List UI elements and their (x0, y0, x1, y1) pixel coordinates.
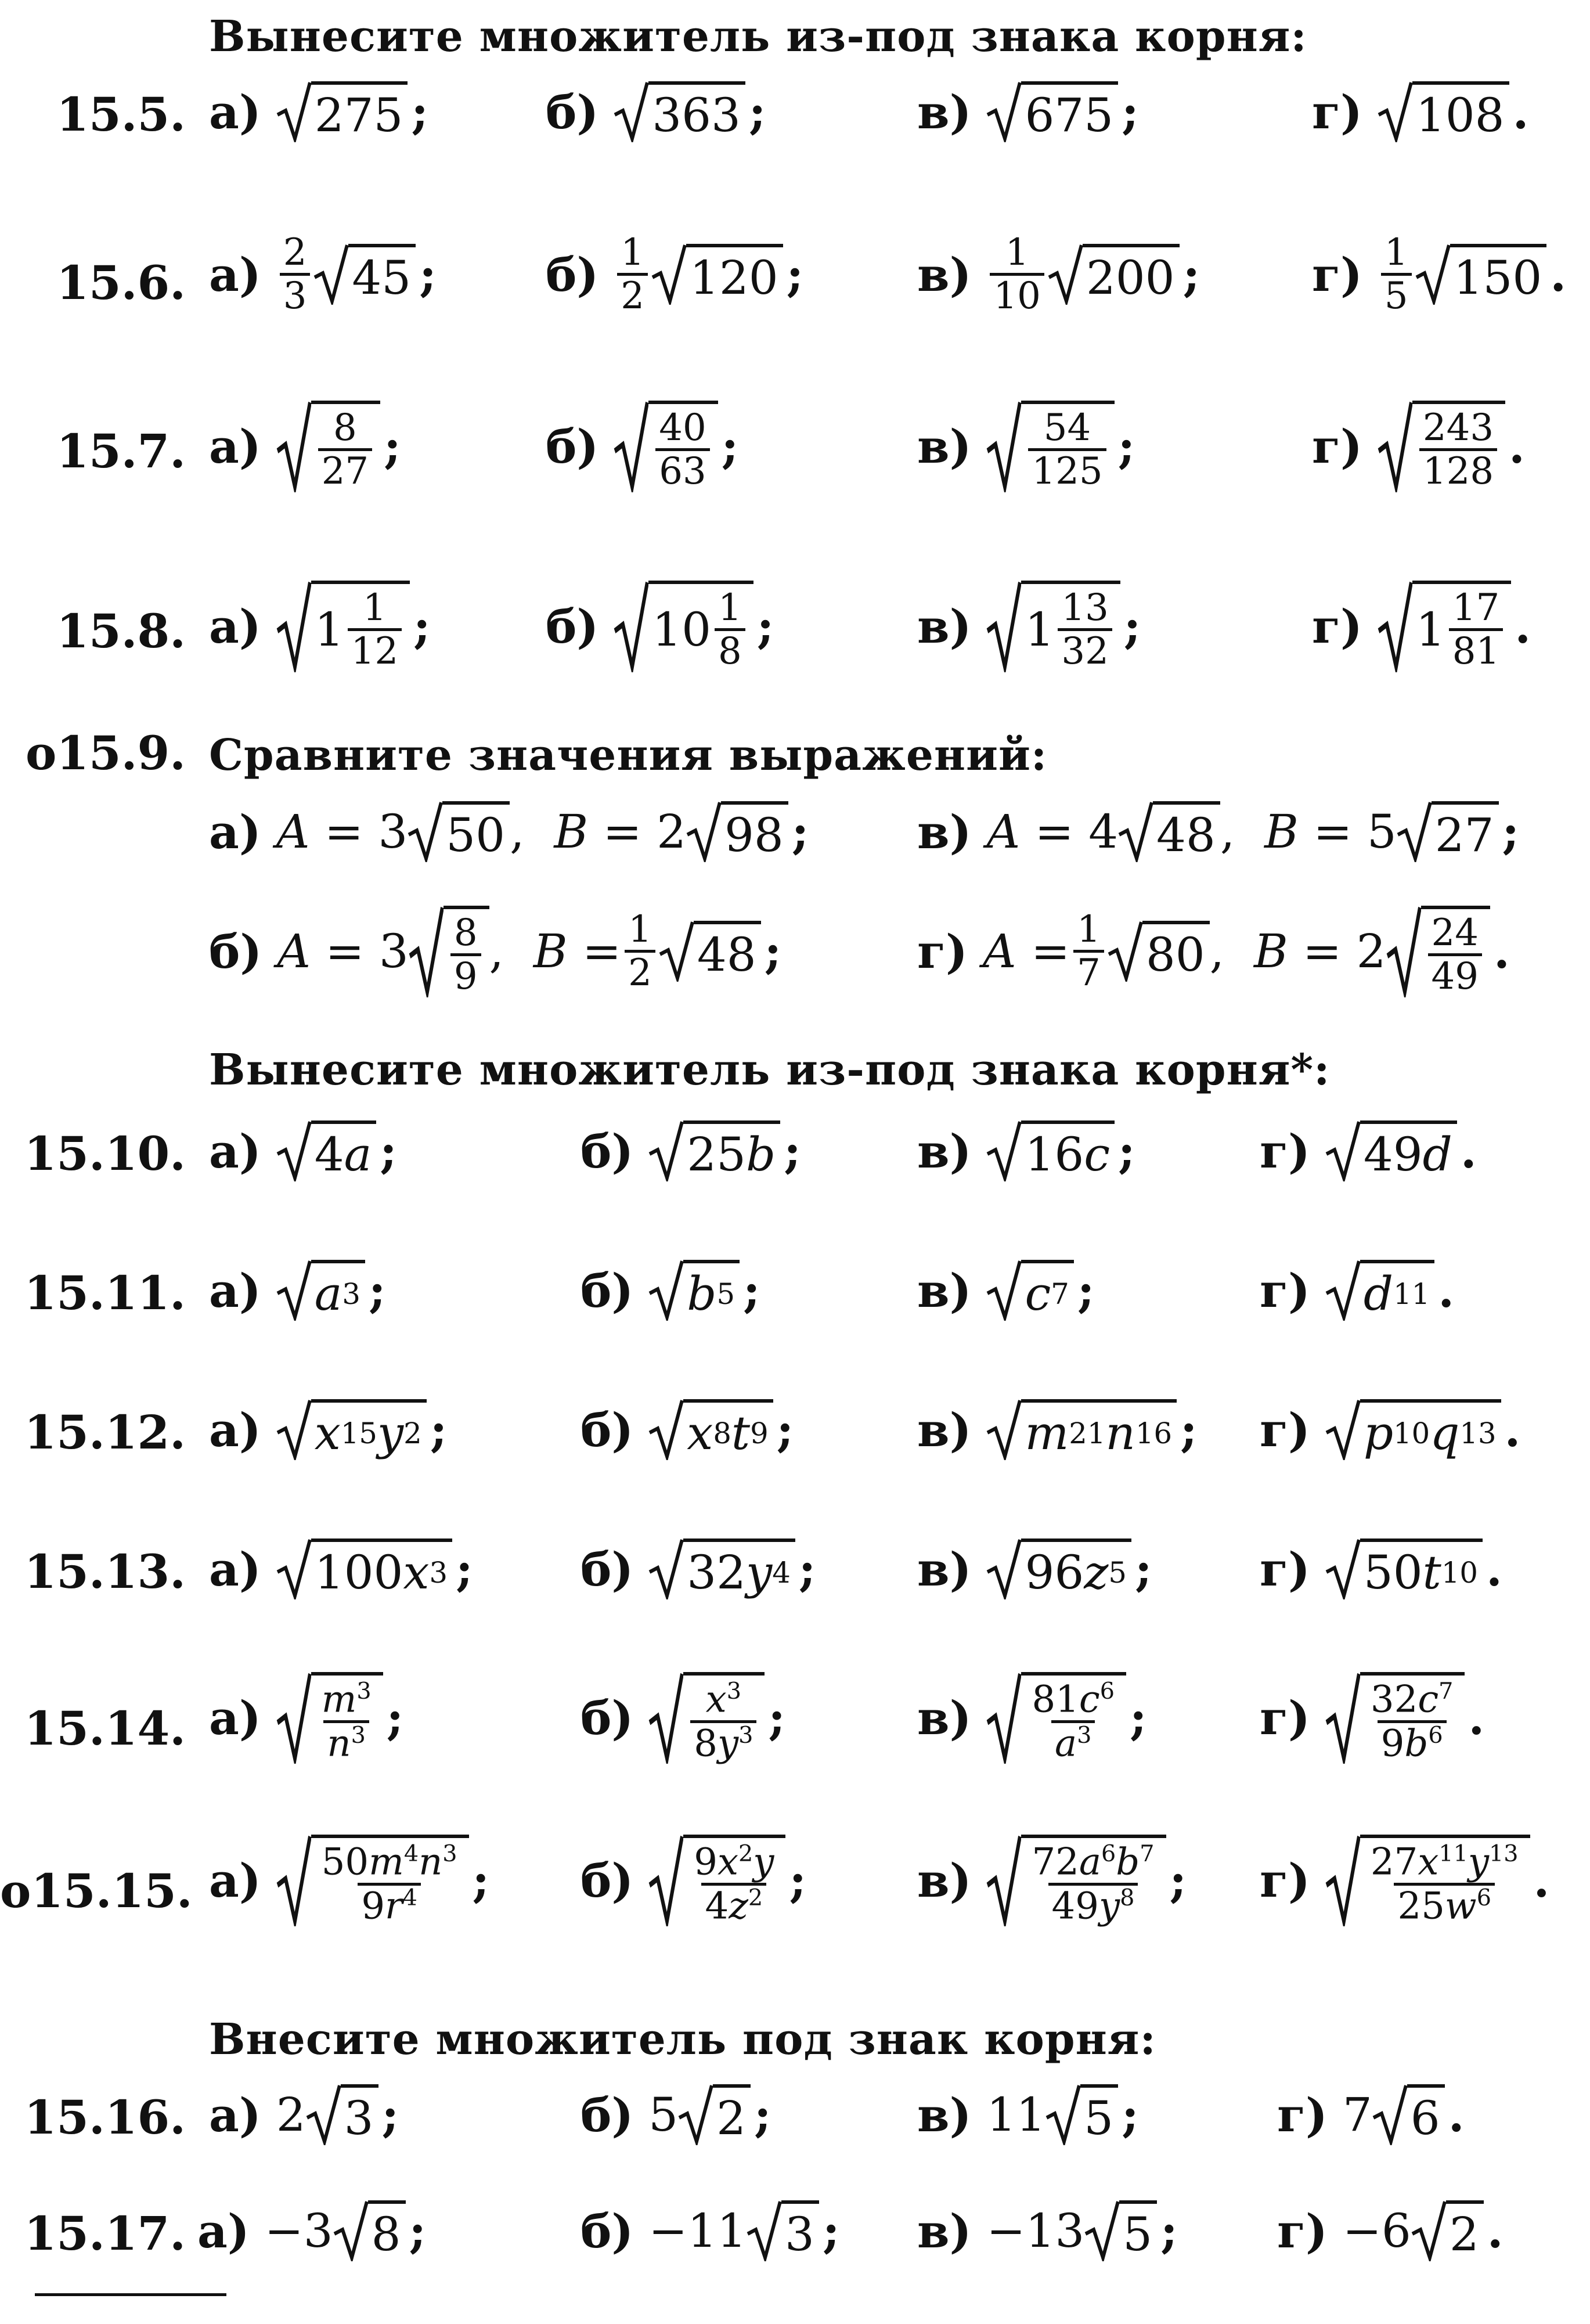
radical: 49 d (1325, 1120, 1457, 1181)
radical: 5 (1045, 2084, 1118, 2145)
radical: 50 t 10 (1325, 1538, 1483, 1599)
problem-15-9-v: в) A = 4 48 , B = 5 27 ; (917, 801, 1519, 862)
radical: $\frac{8}{9}$ (409, 906, 489, 997)
radical: $\frac{50m^4n^3}{9r^4}$ (276, 1835, 469, 1926)
problem-15-9-a: а) A = 3 50 , B = 2 98 ; (209, 801, 809, 862)
section-heading-bring-in-factor: Внесите множитель под знак корня: (209, 2015, 1156, 2064)
problem-15-14-b: б) $\frac{x^3}{8y^3}$ ; (581, 1672, 785, 1764)
problem-number: 15.7. (56, 424, 186, 478)
problem-15-7-g: г) $\frac{243}{128}$ . (1312, 401, 1525, 492)
problem-number: 15.14. (24, 1701, 186, 1756)
problem-15-8-v: в) 1 $\frac{13}{32}$ ; (917, 581, 1141, 672)
problem-15-15-v: в) $\frac{72a^6b^7}{49y^8}$ ; (917, 1835, 1187, 1926)
radical: 200 (1048, 244, 1180, 305)
problem-15-8-a: а) 1 $\frac{1}{12}$ ; (209, 581, 431, 672)
problem-15-11-b: б) b 5 ; (581, 1260, 760, 1321)
section-heading-take-out-factor: Вынесите множитель из-под знака корня: (209, 12, 1307, 62)
problem-15-7-a: а) $\frac{8}{27}$ ; (209, 401, 401, 492)
radical: a 3 (276, 1260, 365, 1321)
radical: 16 c (986, 1120, 1115, 1181)
problem-15-17-a: а) −3 8 ; (197, 2200, 426, 2261)
radical: 275 (276, 81, 408, 142)
problem-15-12-g: г) p 10 q 13 . (1260, 1399, 1520, 1460)
radical: $\frac{x^3}{8y^3}$ (648, 1672, 765, 1764)
radical: $\frac{32c^7}{9b^6}$ (1325, 1672, 1465, 1764)
radical: 98 (686, 801, 788, 862)
radical: $\frac{27x^{11}y^{13}}{25w^6}$ (1325, 1835, 1530, 1926)
problem-15-9-g: г) A = $\frac{1}{7}$ 80 , B = 2 $\frac{24}{49}$ . (917, 906, 1510, 997)
radical: p 10 q 13 (1325, 1399, 1501, 1460)
problem-15-5-b: б) 363 ; (546, 81, 766, 142)
problem-15-5-a: а) 275 ; (209, 81, 428, 142)
problem-number: 15.12. (24, 1405, 186, 1460)
radical: 108 (1378, 81, 1509, 142)
problem-15-10-v: в) 16 c ; (917, 1120, 1135, 1181)
radical: 675 (986, 81, 1118, 142)
problem-15-8-g: г) 1 $\frac{17}{81}$ . (1312, 581, 1531, 672)
radical: $\frac{9x^2y}{4z^2}$ (648, 1835, 785, 1926)
radical: $\frac{72a^6b^7}{49y^8}$ (986, 1835, 1166, 1926)
footnote-rule (35, 2293, 226, 2296)
radical: $\frac{243}{128}$ (1378, 401, 1505, 492)
radical: 27 (1397, 801, 1499, 862)
problem-15-16-b: б) 5 2 ; (581, 2084, 771, 2145)
fraction: $\frac{1}{10}$ (990, 232, 1044, 317)
problem-15-14-v: в) $\frac{81c^6}{a^3}$ ; (917, 1672, 1147, 1764)
problem-number: 15.16. (24, 2090, 186, 2145)
radical: 45 (313, 244, 416, 305)
problem-15-10-b: б) 25 b ; (581, 1120, 801, 1181)
problem-15-10-g: г) 49 d . (1260, 1120, 1477, 1181)
problem-15-13-b: б) 32 y 4 ; (581, 1538, 816, 1599)
radical: b 5 (648, 1260, 740, 1321)
radical: 2 (678, 2084, 751, 2145)
radical: $\frac{81c^6}{a^3}$ (986, 1672, 1126, 1764)
problem-15-14-a: а) $\frac{m^3}{n^3}$ ; (209, 1672, 403, 1764)
problem-number: 15.11. (24, 1266, 186, 1320)
problem-number: 15.10. (24, 1126, 186, 1181)
problem-15-9-b: б) A = 3 $\frac{8}{9}$ , B = $\frac{1}{2}$ 48 ; (209, 906, 781, 997)
problem-15-7-b: б) $\frac{40}{63}$ ; (546, 401, 738, 492)
radical: 2 (1411, 2200, 1484, 2261)
radical: 10 $\frac{1}{8}$ (614, 581, 753, 672)
radical: 96 z 5 (986, 1538, 1131, 1599)
problem-number: 15.5. (56, 87, 186, 142)
problem-15-17-b: б) −11 3 ; (581, 2200, 839, 2261)
problem-15-12-v: в) m 21 n 16 ; (917, 1399, 1198, 1460)
problem-15-6-a: а) $\frac{2}{3}$ 45 ; (209, 231, 437, 318)
problem-15-5-g: г) 108 . (1312, 81, 1528, 142)
radical: 150 (1415, 244, 1547, 305)
problem-15-5-v: в) 675 ; (917, 81, 1139, 142)
problem-15-6-b: б) $\frac{1}{2}$ 120 ; (546, 231, 804, 318)
radical: 1 $\frac{13}{32}$ (986, 581, 1120, 672)
problem-number: о15.9. (25, 726, 186, 780)
section-heading-compare: Сравните значения выражений: (209, 730, 1048, 780)
radical: 25 b (648, 1120, 780, 1181)
radical: 5 (1084, 2200, 1157, 2261)
radical: 50 (408, 801, 510, 862)
radical: $\frac{m^3}{n^3}$ (276, 1672, 383, 1764)
problem-15-17-g: г) −6 2 . (1277, 2200, 1504, 2261)
radical: 80 (1108, 921, 1210, 982)
radical: 4 a (276, 1120, 377, 1181)
option-label: а) (209, 84, 261, 139)
problem-15-13-a: а) 100 x 3 ; (209, 1538, 473, 1599)
problem-15-6-g: г) $\frac{1}{5}$ 150 . (1312, 231, 1567, 318)
radical: 120 (651, 244, 783, 305)
problem-15-15-b: б) $\frac{9x^2y}{4z^2}$ ; (581, 1835, 806, 1926)
fraction: $\frac{1}{2}$ (617, 232, 648, 317)
problem-15-7-v: в) $\frac{54}{125}$ ; (917, 401, 1135, 492)
radical: 8 (333, 2200, 406, 2261)
radical: 48 (1118, 801, 1220, 862)
radical: d 11 (1325, 1260, 1434, 1321)
radical: 363 (614, 81, 745, 142)
problem-15-17-v: в) −13 5 ; (917, 2200, 1178, 2261)
problem-number: 15.8. (56, 604, 186, 658)
radical: 3 (306, 2084, 378, 2145)
fraction: $\frac{1}{5}$ (1381, 232, 1412, 317)
radical: $\frac{54}{125}$ (986, 401, 1114, 492)
problem-number: о15.15. (0, 1864, 193, 1918)
radical: 48 (659, 921, 761, 982)
radical: 3 (747, 2200, 819, 2261)
problem-15-11-a: а) a 3 ; (209, 1260, 385, 1321)
problem-15-16-a: а) 2 3 ; (209, 2084, 399, 2145)
problem-15-15-a: а) $\frac{50m^4n^3}{9r^4}$ ; (209, 1835, 489, 1926)
problem-15-16-v: в) 11 5 ; (917, 2084, 1139, 2145)
radical: $\frac{40}{63}$ (614, 401, 718, 492)
problem-number: 15.13. (24, 1544, 186, 1599)
problem-15-11-v: в) c 7 ; (917, 1260, 1094, 1321)
radical: 32 y 4 (648, 1538, 795, 1599)
problem-15-12-a: а) x 15 y 2 ; (209, 1399, 447, 1460)
radical: x 8 t 9 (648, 1399, 773, 1460)
problem-number: 15.6. (56, 255, 186, 310)
radical: $\frac{8}{27}$ (276, 401, 380, 492)
radical: c 7 (986, 1260, 1073, 1321)
problem-15-10-a: а) 4 a ; (209, 1120, 397, 1181)
problem-15-16-g: г) 7 6 . (1277, 2084, 1465, 2145)
problem-15-13-g: г) 50 t 10 . (1260, 1538, 1502, 1599)
radical: 100 x 3 (276, 1538, 452, 1599)
problem-15-14-g: г) $\frac{32c^7}{9b^6}$ . (1260, 1672, 1484, 1764)
problem-15-12-b: б) x 8 t 9 ; (581, 1399, 794, 1460)
radical: x 15 y 2 (276, 1399, 427, 1460)
radical: 6 (1372, 2084, 1445, 2145)
problem-number: 15.17. (24, 2206, 186, 2261)
radical: 1 $\frac{1}{12}$ (276, 581, 410, 672)
radical: 1 $\frac{17}{81}$ (1378, 581, 1511, 672)
radical: m 21 n 16 (986, 1399, 1177, 1460)
problem-15-11-g: г) d 11 . (1260, 1260, 1454, 1321)
problem-15-8-b: б) 10 $\frac{1}{8}$ ; (546, 581, 774, 672)
fraction: $\frac{2}{3}$ (280, 232, 311, 317)
problem-15-6-v: в) $\frac{1}{10}$ 200 ; (917, 231, 1200, 318)
problem-15-15-g: г) $\frac{27x^{11}y^{13}}{25w^6}$ . (1260, 1835, 1549, 1926)
problem-15-13-v: в) 96 z 5 ; (917, 1538, 1152, 1599)
section-heading-take-out-factor-star: Вынесите множитель из-под знака корня*: (209, 1045, 1331, 1095)
radical: $\frac{24}{49}$ (1386, 906, 1490, 997)
